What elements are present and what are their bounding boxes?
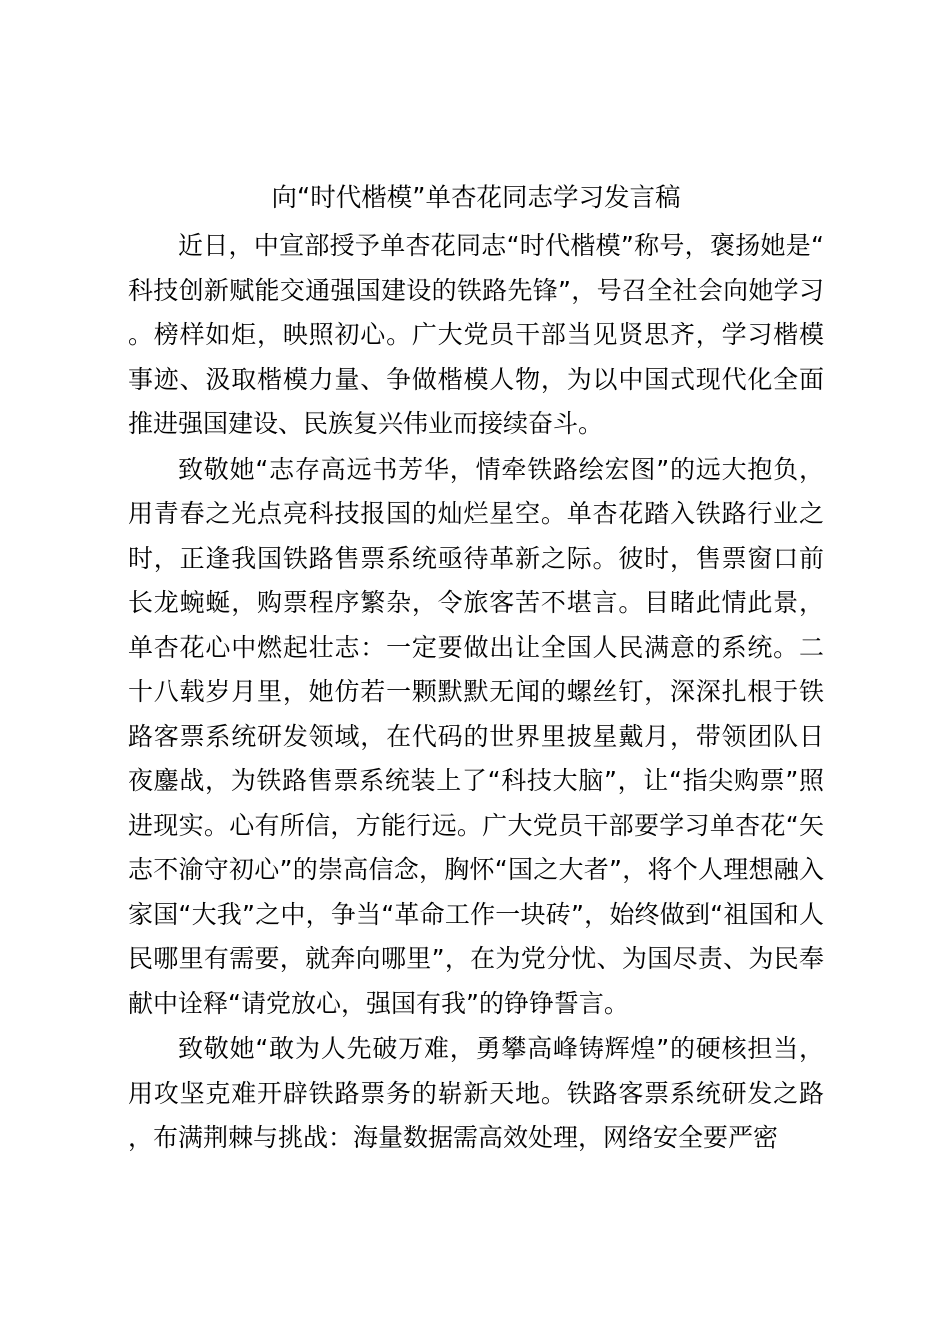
paragraph-2: 致敬她“志存高远书芳华，情牵铁路绘宏图”的远大抱负，用青春之光点亮科技报国的灿烂星空。单杏花踏入铁路行业之时，正逢我国铁路售票系统亟待革新之际。彼时，售票窗口前长龙蜿蜒，购票程序繁杂，令旅客苦不堪言。目睹此情此景，单杏花心中燃起壮志：一定要做出让全国人民满意的系统。二十八载岁月里，她仿若一颗默默无闻的螺丝钉，深深扎根于铁路客票系统研发领域，在代码的世界里披星戴月，带领团队日夜鏖战，为铁路售票系统装上了“科技大脑”，让“指尖购票”照进现实。心有所信，方能行远。广大党员干部要学习单杏花“矢志不渝守初心”的崇高信念，胸怀“国之大者”，将个人理想融入家国“大我”之中，争当“革命工作一块砖”，始终做到“祖国和人民哪里有需要，就奔向哪里”，在为党分忧、为国尽责、为民奉献中诠释“请党放心，强国有我”的铮铮誓言。 xyxy=(128,454,824,1018)
paragraph-3: 致敬她“敢为人先破万难，勇攀高峰铸辉煌”的硬核担当，用攻坚克难开辟铁路票务的崭新天地。铁路客票系统研发之路，布满荆棘与挑战：海量数据需高效处理，网络安全要严密 xyxy=(128,1034,824,1152)
paragraph-1: 近日，中宣部授予单杏花同志“时代楷模”称号，褒扬她是“科技创新赋能交通强国建设的铁路先锋”，号召全社会向她学习。榜样如炬，映照初心。广大党员干部当见贤思齐，学习楷模事迹、汲取楷模力量、争做楷模人物，为以中国式现代化全面推进强国建设、民族复兴伟业而接续奋斗。 xyxy=(128,231,824,438)
document-title: 向“时代楷模”单杏花同志学习发言稿 xyxy=(271,183,681,213)
document-body xyxy=(128,224,824,1162)
